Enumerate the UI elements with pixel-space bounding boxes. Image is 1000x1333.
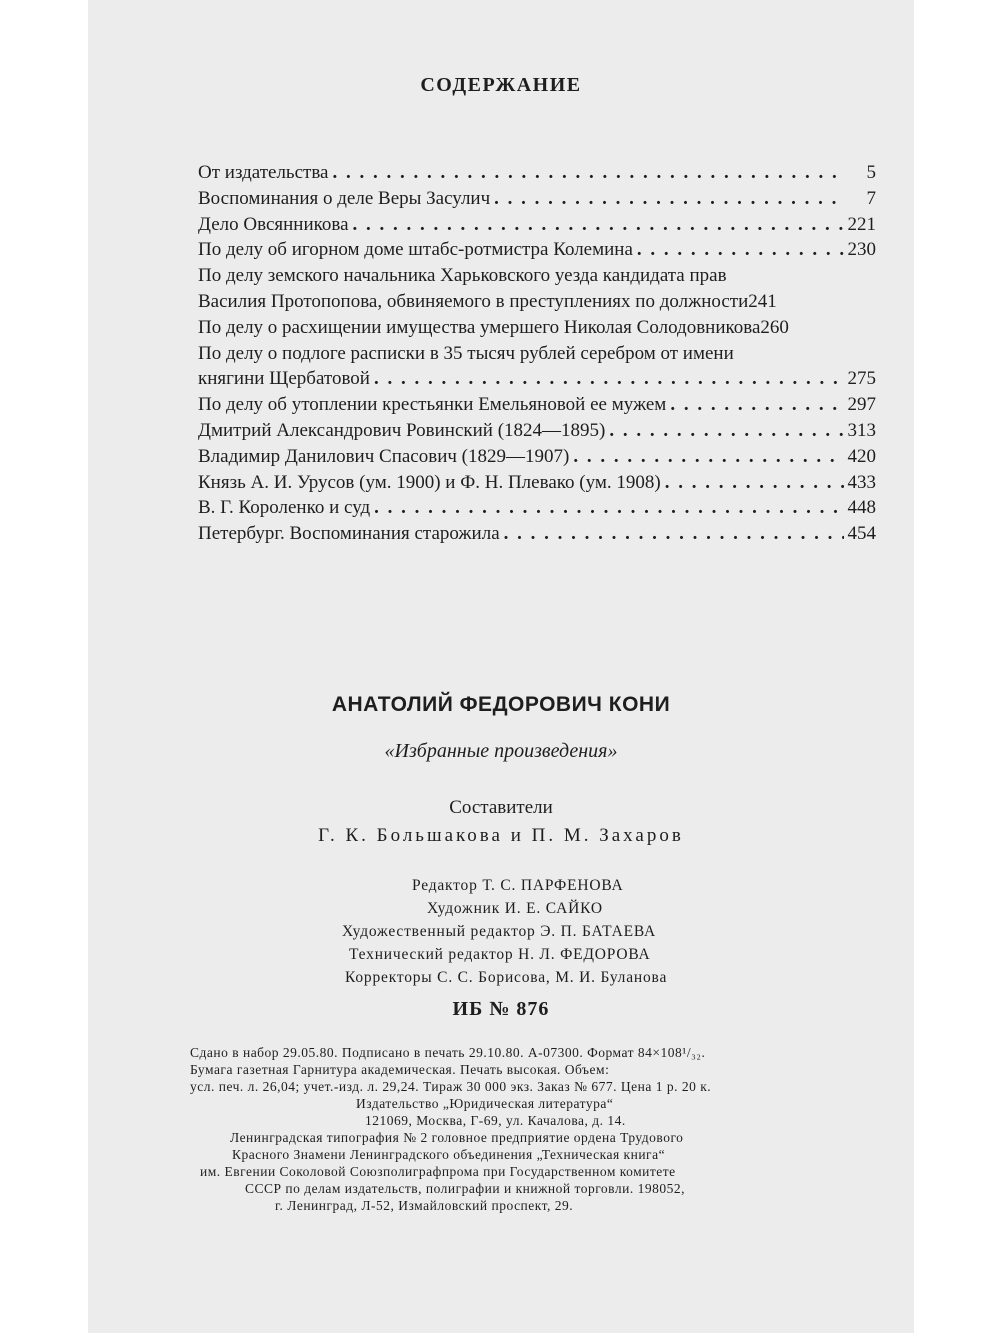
imprint-block [190, 1044, 890, 1214]
dot-leader [494, 186, 844, 212]
imprint-line: Красного Знамени Ленинградского объединения „Техническая книга“ [232, 1147, 666, 1162]
toc-entry-title: По делу об утоплении крестьянки Емельяновой ее мужем [198, 394, 667, 416]
toc-heading: СОДЕРЖАНИЕ [420, 74, 582, 96]
dot-leader [353, 212, 844, 238]
toc-entry-title: княгини Щербатовой [198, 368, 370, 390]
dot-leader [670, 392, 843, 418]
toc-entry-title: Воспоминания о деле Веры Засулич [198, 187, 491, 209]
toc-entry [198, 186, 876, 212]
toc-entry-page: 433 [847, 471, 876, 493]
toc-entry-title: По делу о подлоге расписки в 35 тысяч рублей серебром от имени [198, 342, 734, 364]
toc-entry-title: По делу о расхищении имущества умершего Николая Солодовникова [198, 316, 761, 338]
staff-line: Художественный редактор Э. П. БАТАЕВА [342, 923, 656, 940]
dot-leader [609, 418, 843, 444]
toc-entry-page: 275 [847, 368, 876, 390]
staff-line: Корректоры С. С. Борисова, М. И. Буланова [345, 969, 668, 986]
toc-entry-page: 297 [847, 394, 876, 416]
toc-entry-page: 241 [748, 290, 777, 312]
dot-leader [374, 495, 843, 521]
ib-number: ИБ № 876 [452, 998, 550, 1020]
toc-entry-title: Князь А. И. Урусов (ум. 1900) и Ф. Н. Плевако (ум. 1908) [198, 471, 661, 493]
toc-entry-page: 5 [866, 162, 876, 183]
staff-line: Редактор Т. С. ПАРФЕНОВА [412, 877, 624, 894]
toc-entry-title: Василия Протопопова, обвиняемого в преступлениях по должности [198, 290, 749, 312]
toc-entry-title: Дмитрий Александрович Ровинский (1824—1895) [198, 419, 606, 441]
toc-entry-title: Дело Овсянникова [198, 213, 349, 235]
imprint-line: г. Ленинград, Л-52, Измайловский проспект, 29. [275, 1198, 574, 1213]
toc-entry [198, 289, 876, 315]
toc-entry [198, 237, 876, 263]
imprint-line: Издательство „Юридическая литература“ [356, 1096, 614, 1111]
compilers-label: Составители [449, 797, 553, 818]
toc-entry [198, 263, 876, 289]
toc-entry-title: В. Г. Короленко и суд [198, 497, 371, 519]
toc-entry [198, 444, 876, 470]
dot-leader [637, 237, 844, 263]
toc-entry-page: 260 [760, 316, 789, 338]
dot-leader [504, 521, 844, 547]
toc-entry [198, 521, 876, 547]
toc-entry-title: Владимир Данилович Спасович (1829—1907) [198, 445, 570, 467]
toc-entry-page: 230 [847, 239, 876, 261]
imprint-line: 121069, Москва, Г-69, ул. Качалова, д. 14. [365, 1113, 626, 1128]
toc-entry-page: 420 [847, 445, 876, 467]
toc-entry [198, 470, 876, 496]
imprint-line: Ленинградская типография № 2 головное предприятие ордена Трудового [230, 1130, 684, 1145]
work-title: «Избранные произведения» [384, 740, 618, 762]
imprint-line: Сдано в набор 29.05.80. Подписано в печать 29.10.80. А-07300. Формат 84×108¹/₃₂. [190, 1045, 706, 1060]
imprint-line: усл. печ. л. 26,04; учет.-изд. л. 29,24. Тираж 30 000 экз. Заказ № 677. Цена 1 р. 20 к. [190, 1079, 712, 1094]
toc-entry [198, 366, 876, 392]
toc-entry [198, 160, 876, 186]
toc-entry [198, 341, 876, 367]
imprint-line: СССР по делам издательств, полиграфии и книжной торговли. 198052, [245, 1181, 685, 1196]
toc-entry-page: 313 [847, 419, 876, 441]
toc-entry-title: По делу об игорном доме штабс-ротмистра Колемина [198, 239, 633, 261]
toc-entry-page: 7 [866, 187, 876, 209]
toc-entry-page: 454 [847, 523, 876, 545]
toc-entry [198, 418, 876, 444]
toc-entry [198, 495, 876, 521]
dot-leader [333, 160, 845, 186]
toc-entry-title: Петербург. Воспоминания старожила [198, 523, 500, 545]
toc-entry-title: По делу земского начальника Харьковского уезда кандидата прав [198, 265, 727, 287]
dot-leader [665, 470, 844, 496]
imprint-line: им. Евгении Соколовой Союзполиграфпрома при Государственном комитете [200, 1164, 676, 1179]
author-name: АНАТОЛИЙ ФЕДОРОВИЧ КОНИ [331, 693, 671, 716]
toc-entry-title: От издательства [198, 162, 329, 183]
dot-leader [374, 366, 844, 392]
compilers-names: Г. К. Большакова и П. М. Захаров [318, 825, 684, 846]
staff-credits [340, 874, 760, 989]
toc-entry-page: 448 [847, 497, 876, 519]
staff-line: Художник И. Е. САЙКО [427, 900, 603, 917]
imprint-line: Бумага газетная Гарнитура академическая. Печать высокая. Объем: [190, 1062, 610, 1077]
toc-entry [198, 315, 876, 341]
toc-entry [198, 212, 876, 238]
dot-leader [573, 444, 843, 470]
table-of-contents [198, 160, 876, 547]
staff-line: Технический редактор Н. Л. ФЕДОРОВА [349, 946, 651, 963]
toc-entry [198, 392, 876, 418]
toc-entry-page: 221 [847, 213, 876, 235]
